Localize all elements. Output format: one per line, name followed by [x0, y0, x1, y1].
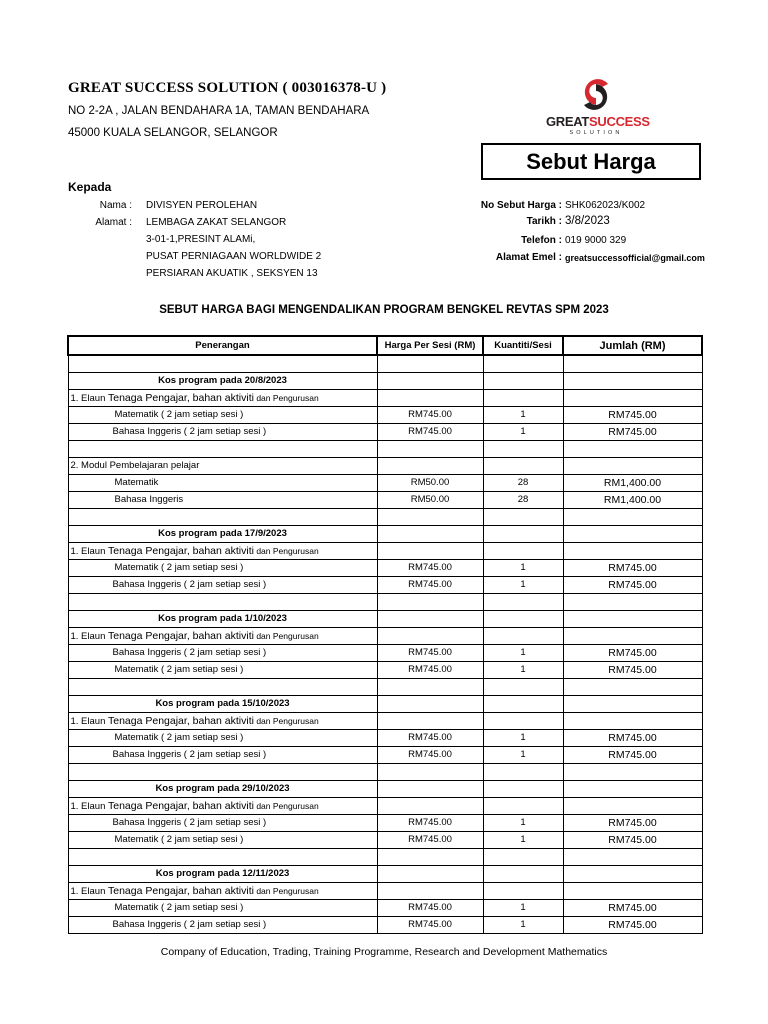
section-title-cell: Kos program pada 1/10/2023 [68, 610, 377, 627]
item-description: Matematik ( 2 jam setiap sesi ) [68, 406, 377, 423]
table-cell-empty [377, 355, 483, 372]
item-quantity: 1 [483, 899, 563, 916]
table-row-blank [68, 508, 702, 525]
table-cell-empty [563, 763, 702, 780]
table-cell-empty [377, 848, 483, 865]
alamat-line: PERSIARAN AKUATIK , SEKSYEN 13 [146, 268, 318, 279]
table-cell-empty [483, 542, 563, 559]
table-cell-empty [563, 508, 702, 525]
table-cell-empty [563, 440, 702, 457]
item-description: Bahasa Inggeris [68, 491, 377, 508]
table-row-elaun [68, 389, 702, 406]
table-cell-empty [563, 882, 702, 899]
column-header-harga: Harga Per Sesi (RM) [377, 336, 483, 355]
item-total: RM745.00 [563, 746, 702, 763]
table-cell-empty [563, 542, 702, 559]
table-cell-empty [483, 372, 563, 389]
item-total: RM745.00 [563, 899, 702, 916]
company-name: GREAT SUCCESS SOLUTION ( 003016378-U ) [68, 80, 387, 96]
table-row [68, 644, 702, 661]
item-description: Matematik ( 2 jam setiap sesi ) [68, 729, 377, 746]
item-total: RM745.00 [563, 406, 702, 423]
elaun-main: Tenaga Pengajar, bahan aktiviti [108, 799, 254, 812]
item-quantity: 1 [483, 916, 563, 933]
alamat-line: PUSAT PERNIAGAAN WORLDWIDE 2 [146, 251, 322, 262]
table-row-blank [68, 355, 702, 372]
elaun-desc-cell [68, 882, 377, 899]
table-cell-empty [483, 678, 563, 695]
nama-label: Nama : [99, 200, 132, 211]
table-cell-empty [483, 457, 563, 474]
table-row [68, 814, 702, 831]
elaun-desc-cell [68, 712, 377, 729]
table-cell-empty [483, 763, 563, 780]
table-cell-empty [563, 610, 702, 627]
item-description: Bahasa Inggeris ( 2 jam setiap sesi ) [68, 814, 377, 831]
alamat-label: Alamat : [95, 217, 132, 228]
table-cell-empty [377, 627, 483, 644]
quote-subject-title: SEBUT HARGA BAGI MENGENDALIKAN PROGRAM BENGKEL REVTAS SPM 2023 [159, 304, 609, 316]
table-cell-empty [68, 678, 377, 695]
table-cell-empty [377, 457, 483, 474]
table-cell-empty [377, 372, 483, 389]
document-title: Sebut Harga [481, 143, 701, 180]
table-row-section-title [68, 780, 702, 797]
table-cell-empty [377, 389, 483, 406]
table-header-row [68, 336, 702, 355]
table-cell-empty [483, 848, 563, 865]
item-quantity: 1 [483, 831, 563, 848]
column-header-jumlah: Jumlah (RM) [563, 336, 702, 355]
elaun-main: Tenaga Pengajar, bahan aktiviti [108, 391, 254, 404]
table-row-elaun [68, 797, 702, 814]
table-cell-empty [483, 593, 563, 610]
elaun-suffix: dan Pengurusan [253, 392, 319, 403]
table-row-elaun [68, 542, 702, 559]
table-row [68, 576, 702, 593]
item-description: Matematik ( 2 jam setiap sesi ) [68, 899, 377, 916]
table-cell-empty [563, 525, 702, 542]
table-row [68, 916, 702, 933]
table-cell-empty [563, 372, 702, 389]
item-total: RM745.00 [563, 661, 702, 678]
alamat-line: LEMBAGA ZAKAT SELANGOR [146, 217, 287, 228]
item-price: RM745.00 [377, 576, 483, 593]
elaun-main: Tenaga Pengajar, bahan aktiviti [108, 714, 254, 727]
table-cell-empty [563, 865, 702, 882]
item-description: Bahasa Inggeris ( 2 jam setiap sesi ) [68, 644, 377, 661]
column-header-penerangan: Penerangan [68, 336, 377, 355]
tarikh-label: Tarikh : [526, 216, 562, 227]
elaun-prefix: 1. Elaun [70, 800, 108, 812]
item-quantity: 1 [483, 423, 563, 440]
item-description: Bahasa Inggeris ( 2 jam setiap sesi ) [68, 423, 377, 440]
alamat-line: 3-01-1,PRESINT ALAMi, [146, 234, 256, 245]
company-logo-wordmark: GREATSUCCESS [546, 114, 650, 129]
table-row-blank [68, 848, 702, 865]
table-row-section-title [68, 865, 702, 882]
table-cell-empty [563, 457, 702, 474]
table-cell-empty [483, 525, 563, 542]
item-total: RM1,400.00 [563, 474, 702, 491]
table-row-section-title [68, 695, 702, 712]
company-address-line2: 45000 KUALA SELANGOR, SELANGOR [68, 127, 278, 139]
elaun-desc-cell [68, 797, 377, 814]
table-cell-empty [68, 508, 377, 525]
table-cell-empty [377, 763, 483, 780]
table-row-section-title [68, 525, 702, 542]
item-price: RM745.00 [377, 729, 483, 746]
section-title-cell: Kos program pada 17/9/2023 [68, 525, 377, 542]
item-description: Matematik [68, 474, 377, 491]
table-cell-empty [377, 508, 483, 525]
table-cell-empty [563, 797, 702, 814]
table-cell-empty [483, 780, 563, 797]
table-cell-empty [483, 865, 563, 882]
table-cell-empty [377, 882, 483, 899]
recipient-heading: Kepada [68, 180, 112, 194]
item-price: RM745.00 [377, 661, 483, 678]
table-row-blank [68, 440, 702, 457]
company-logo-subtitle: SOLUTION [569, 130, 623, 136]
item-description: Bahasa Inggeris ( 2 jam setiap sesi ) [68, 746, 377, 763]
elaun-prefix: 1. Elaun [70, 715, 108, 727]
group-title-cell: 2. Modul Pembelajaran pelajar [68, 457, 377, 474]
elaun-main: Tenaga Pengajar, bahan aktiviti [108, 544, 254, 557]
table-cell-empty [483, 355, 563, 372]
table-cell-empty [68, 440, 377, 457]
table-cell-empty [68, 848, 377, 865]
table-row [68, 406, 702, 423]
table-cell-empty [483, 882, 563, 899]
item-price: RM745.00 [377, 406, 483, 423]
table-cell-empty [483, 627, 563, 644]
item-quantity: 1 [483, 661, 563, 678]
table-cell-empty [563, 355, 702, 372]
item-quantity: 1 [483, 406, 563, 423]
item-price: RM745.00 [377, 644, 483, 661]
item-quantity: 1 [483, 746, 563, 763]
item-total: RM745.00 [563, 831, 702, 848]
elaun-prefix: 1. Elaun [70, 630, 108, 642]
table-row-section-title [68, 372, 702, 389]
table-cell-empty [377, 610, 483, 627]
table-cell-empty [563, 780, 702, 797]
item-total: RM1,400.00 [563, 491, 702, 508]
table-cell-empty [483, 695, 563, 712]
elaun-suffix: dan Pengurusan [253, 630, 319, 641]
elaun-main: Tenaga Pengajar, bahan aktiviti [108, 884, 254, 897]
table-cell-empty [68, 593, 377, 610]
table-row [68, 729, 702, 746]
item-quantity: 1 [483, 559, 563, 576]
nama-value: DIVISYEN PEROLEHAN [146, 200, 258, 211]
elaun-main: Tenaga Pengajar, bahan aktiviti [108, 629, 254, 642]
item-quantity: 28 [483, 491, 563, 508]
table-cell-empty [563, 712, 702, 729]
table-row-elaun [68, 627, 702, 644]
emel-value: greatsuccessofficial@gmail.com [565, 253, 705, 263]
table-cell-empty [483, 797, 563, 814]
item-total: RM745.00 [563, 916, 702, 933]
elaun-suffix: dan Pengurusan [253, 715, 319, 726]
elaun-desc-cell [68, 542, 377, 559]
table-cell-empty [483, 440, 563, 457]
elaun-prefix: 1. Elaun [70, 885, 108, 897]
item-price: RM745.00 [377, 423, 483, 440]
item-description: Matematik ( 2 jam setiap sesi ) [68, 661, 377, 678]
section-title-cell: Kos program pada 20/8/2023 [68, 372, 377, 389]
tarikh-value: 3/8/2023 [565, 215, 610, 227]
table-cell-empty [377, 593, 483, 610]
table-row [68, 831, 702, 848]
item-quantity: 1 [483, 729, 563, 746]
company-address-line1: NO 2-2A , JALAN BENDAHARA 1A, TAMAN BENDAHARA [68, 105, 370, 117]
item-quantity: 1 [483, 576, 563, 593]
item-price: RM50.00 [377, 474, 483, 491]
table-cell-empty [483, 389, 563, 406]
elaun-suffix: dan Pengurusan [253, 800, 319, 811]
column-header-kuantiti: Kuantiti/Sesi [483, 336, 563, 355]
item-total: RM745.00 [563, 644, 702, 661]
item-total: RM745.00 [563, 559, 702, 576]
item-quantity: 1 [483, 644, 563, 661]
table-row [68, 746, 702, 763]
quotation-table [67, 335, 703, 934]
table-cell-empty [563, 678, 702, 695]
item-total: RM745.00 [563, 423, 702, 440]
elaun-desc-cell [68, 627, 377, 644]
table-row [68, 474, 702, 491]
telefon-label: Telefon : [521, 235, 562, 246]
table-row-elaun [68, 882, 702, 899]
table-cell-empty [377, 542, 483, 559]
table-cell-empty [377, 780, 483, 797]
table-cell-empty [483, 610, 563, 627]
table-row-elaun [68, 712, 702, 729]
quote-no-value: SHK062023/K002 [565, 200, 646, 211]
section-title-cell: Kos program pada 12/11/2023 [68, 865, 377, 882]
table-row [68, 661, 702, 678]
table-row [68, 423, 702, 440]
table-cell-empty [377, 440, 483, 457]
table-row-blank [68, 593, 702, 610]
table-row [68, 491, 702, 508]
item-total: RM745.00 [563, 729, 702, 746]
table-cell-empty [563, 695, 702, 712]
table-row-blank [68, 678, 702, 695]
footer-tagline: Company of Education, Trading, Training Programme, Research and Development Mathematics [160, 946, 608, 958]
item-quantity: 28 [483, 474, 563, 491]
table-row [68, 559, 702, 576]
elaun-prefix: 1. Elaun [70, 545, 108, 557]
section-title-cell: Kos program pada 29/10/2023 [68, 780, 377, 797]
item-price: RM745.00 [377, 899, 483, 916]
elaun-suffix: dan Pengurusan [253, 545, 319, 556]
table-cell-empty [68, 763, 377, 780]
telefon-value: 019 9000 329 [565, 235, 627, 246]
table-cell-empty [483, 508, 563, 525]
item-description: Matematik ( 2 jam setiap sesi ) [68, 831, 377, 848]
item-description: Bahasa Inggeris ( 2 jam setiap sesi ) [68, 576, 377, 593]
item-description: Bahasa Inggeris ( 2 jam setiap sesi ) [68, 916, 377, 933]
item-price: RM745.00 [377, 559, 483, 576]
item-price: RM50.00 [377, 491, 483, 508]
table-cell-empty [377, 797, 483, 814]
table-cell-empty [377, 525, 483, 542]
table-cell-empty [377, 712, 483, 729]
elaun-suffix: dan Pengurusan [253, 885, 319, 896]
table-row-blank [68, 763, 702, 780]
item-total: RM745.00 [563, 814, 702, 831]
table-cell-empty [563, 627, 702, 644]
table-cell-empty [563, 593, 702, 610]
table-cell-empty [68, 355, 377, 372]
item-price: RM745.00 [377, 814, 483, 831]
elaun-desc-cell [68, 389, 377, 406]
table-cell-empty [377, 695, 483, 712]
table-cell-empty [563, 389, 702, 406]
item-description: Matematik ( 2 jam setiap sesi ) [68, 559, 377, 576]
item-price: RM745.00 [377, 746, 483, 763]
table-cell-empty [483, 712, 563, 729]
item-price: RM745.00 [377, 831, 483, 848]
table-cell-empty [377, 865, 483, 882]
elaun-prefix: 1. Elaun [70, 392, 108, 404]
table-row-group-title [68, 457, 702, 474]
emel-label: Alamat Emel : [495, 252, 562, 263]
quote-no-label: No Sebut Harga : [480, 200, 562, 211]
item-total: RM745.00 [563, 576, 702, 593]
table-row-section-title [68, 610, 702, 627]
table-row [68, 899, 702, 916]
table-cell-empty [563, 848, 702, 865]
section-title-cell: Kos program pada 15/10/2023 [68, 695, 377, 712]
table-cell-empty [377, 678, 483, 695]
item-quantity: 1 [483, 814, 563, 831]
item-price: RM745.00 [377, 916, 483, 933]
